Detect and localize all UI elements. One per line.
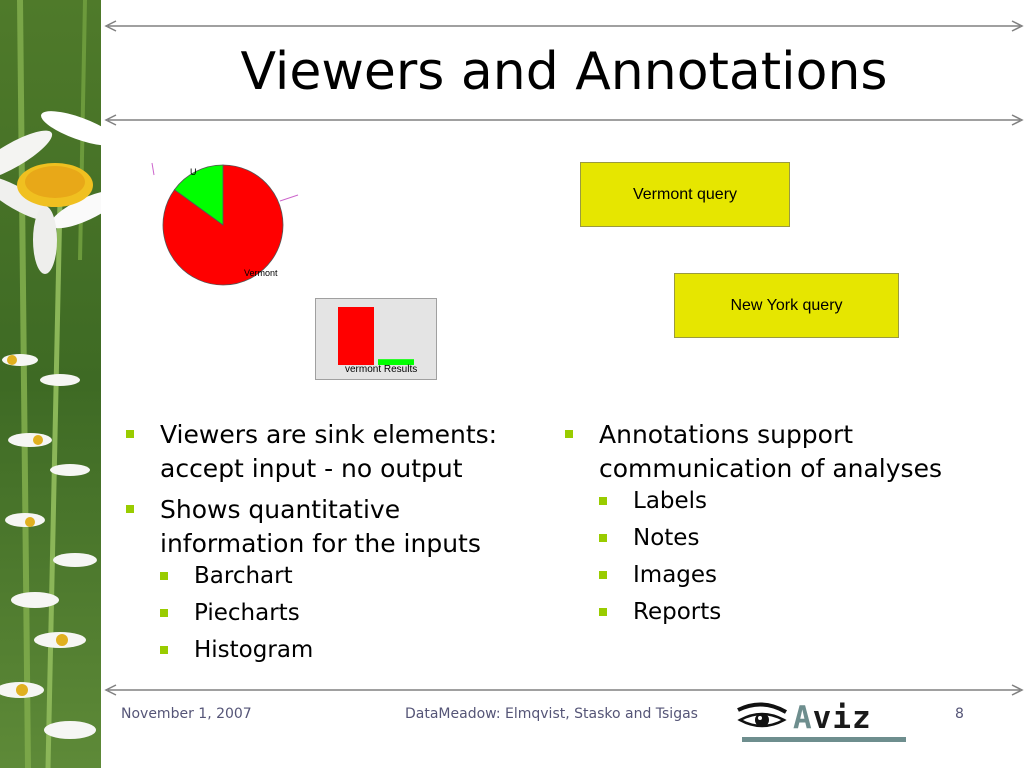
sub-bullet-histogram <box>160 635 516 665</box>
bullet-marker <box>160 609 168 617</box>
left-bullet-list <box>126 418 516 672</box>
logo-underline <box>742 737 906 742</box>
sub-bullet-text: Histogram <box>194 637 314 663</box>
title-bottom-rule <box>104 114 1024 126</box>
bullet-text: Viewers are sink elements: accept input - no output <box>160 420 498 483</box>
bar-chart-viewer[interactable] <box>315 298 437 380</box>
sub-bullet-notes <box>599 523 985 553</box>
sub-bullet-text: Notes <box>633 525 700 551</box>
sub-bullet-barchart <box>160 561 516 591</box>
pie-chart-viewer[interactable] <box>148 155 300 290</box>
bullet-marker <box>599 608 607 616</box>
sub-bullet-text: Barchart <box>194 563 293 589</box>
sub-bullet-labels <box>599 486 985 516</box>
page-number: 8 <box>955 706 964 722</box>
sub-bullet-images <box>599 560 985 590</box>
right-bullet-list <box>565 418 985 634</box>
pie-label-u: U <box>190 167 197 177</box>
bullet-marker <box>599 497 607 505</box>
sub-bullet-reports <box>599 597 985 627</box>
bullet-text: Shows quantitative information for the inputs <box>160 495 481 558</box>
bullet-text: Annotations support communication of analyses <box>599 420 942 483</box>
bullet-viewers-sink <box>126 418 516 486</box>
sub-bullet-text: Images <box>633 562 718 588</box>
bullet-marker <box>126 505 134 513</box>
bullet-marker <box>565 430 573 438</box>
aviz-logo <box>736 700 906 744</box>
bar-1 <box>338 307 374 365</box>
eye-icon <box>736 702 788 736</box>
bullet-annotations-support <box>565 418 985 627</box>
bullet-marker <box>126 430 134 438</box>
annotation-vermont-text: Vermont query <box>632 185 738 203</box>
annotation-newyork-query[interactable] <box>674 273 899 338</box>
footer-date: November 1, 2007 <box>121 706 252 722</box>
bullet-marker <box>599 571 607 579</box>
pie-label-vermont: Vermont <box>244 268 278 278</box>
sub-bullet-text: Reports <box>633 599 722 625</box>
slide-title: Viewers and Annotations <box>240 42 888 102</box>
flower-image-strip <box>0 0 101 768</box>
title-top-rule <box>104 20 1024 32</box>
annotation-vermont-query[interactable] <box>580 162 790 227</box>
sub-bullet-text: Piecharts <box>194 600 300 626</box>
annotation-newyork-text: New York query <box>730 296 843 314</box>
bullet-marker <box>160 646 168 654</box>
bullet-marker <box>599 534 607 542</box>
logo-text: Aviz <box>793 700 872 736</box>
footer-rule <box>104 684 1024 696</box>
sub-bullet-text: Labels <box>633 488 708 514</box>
sub-bullet-piecharts <box>160 598 516 628</box>
bar-chart-label: vermont Results <box>345 364 418 375</box>
footer-center-text: DataMeadow: Elmqvist, Stasko and Tsigas <box>405 706 698 722</box>
bullet-quantitative <box>126 493 516 665</box>
pie-slices <box>163 165 283 285</box>
bullet-marker <box>160 572 168 580</box>
